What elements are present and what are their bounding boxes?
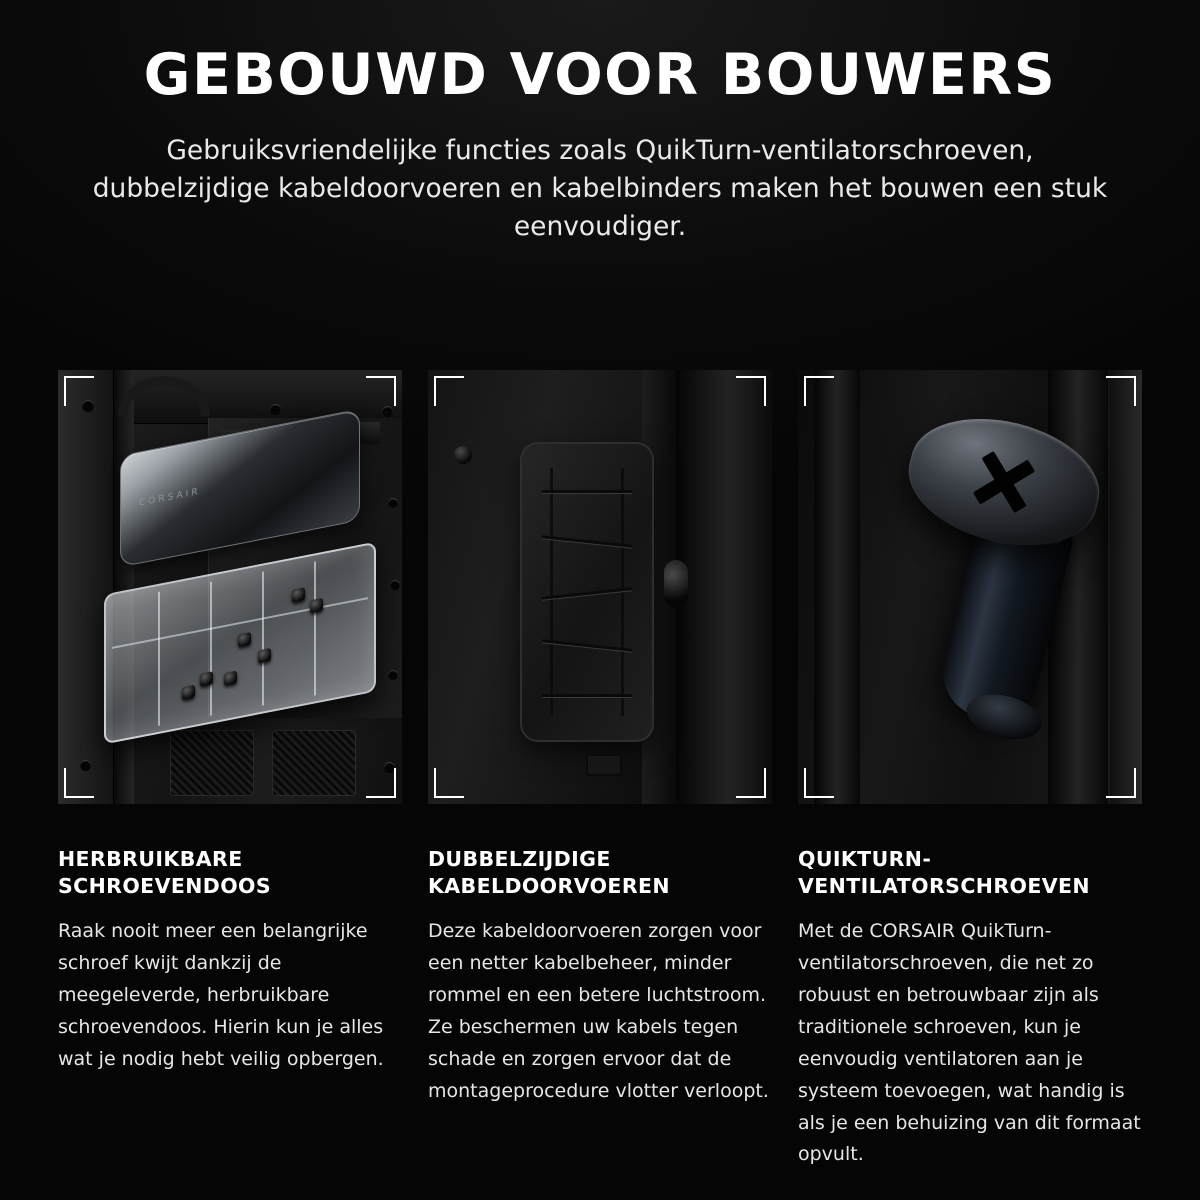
phillips-cross-icon	[960, 438, 1048, 526]
corner-bracket-bottom-right	[366, 768, 396, 798]
card-body: Deze kabeldoorvoeren zorgen voor een netter kabelbeheer, minder rommel en een betere luchtstroom. Ze beschermen uw kabels tegen schade en zorgen ervoor dat de montageprocedure vlotter verloopt.	[428, 920, 769, 1102]
page-subtitle: Gebruiksvriendelijke functies zoals QuikTurn-ventilatorschroeven, dubbelzijdige kabeldoorvoeren en kabelbinders maken het bouwen een stuk eenvoudiger.	[92, 134, 1108, 243]
dual-sided-cable-grommet-photo	[428, 370, 772, 804]
feature-card-screw-box	[58, 370, 402, 1171]
corner-bracket-top-left	[64, 376, 94, 406]
header	[0, 0, 1200, 246]
corner-bracket-top-right	[736, 376, 766, 406]
corner-bracket-bottom-left	[64, 768, 94, 798]
card-title: DUBBELZIJDIGE KABELDOORVOEREN	[428, 847, 670, 899]
feature-card-grommets	[428, 370, 772, 1171]
cable-grommet	[520, 442, 654, 742]
corner-bracket-bottom-left	[804, 768, 834, 798]
card-title: HERBRUIKBARE SCHROEVENDOOS	[58, 847, 272, 899]
corner-bracket-bottom-left	[434, 768, 464, 798]
feature-card-list	[0, 370, 1200, 1171]
quikturn-fan-screw-photo	[798, 370, 1142, 804]
grommet-tab	[586, 754, 622, 776]
corner-bracket-top-left	[804, 376, 834, 406]
feature-card-quikturn	[798, 370, 1142, 1171]
reusable-screw-box-photo	[58, 370, 402, 804]
case-interior-illustration	[58, 370, 402, 804]
corner-bracket-top-left	[434, 376, 464, 406]
page-title: GEBOUWD VOOR BOUWERS	[143, 42, 1057, 108]
quikturn-screw-illustration	[798, 370, 1142, 804]
grommet-illustration	[428, 370, 772, 804]
corner-bracket-top-right	[366, 376, 396, 406]
card-body: Met de CORSAIR QuikTurn-ventilatorschroeven, die net zo robuust en betrouwbaar zijn als traditionele schroeven, kun je eenvoudig ventilatoren aan je systeem toevoegen, wat handig is als je een behuizing van dit formaat opvult.	[798, 920, 1141, 1166]
corner-bracket-bottom-right	[1106, 768, 1136, 798]
card-title: QUIKTURN-VENTILATORSCHROEVEN	[798, 847, 1090, 899]
corner-bracket-top-right	[1106, 376, 1136, 406]
brand-label: CORSAIR	[139, 486, 201, 509]
corner-bracket-bottom-right	[736, 768, 766, 798]
card-body: Raak nooit meer een belangrijke schroef kwijt dankzij de meegeleverde, herbruikbare schroevendoos. Hierin kun je alles wat je nodig hebt veilig opbergen.	[58, 920, 384, 1070]
